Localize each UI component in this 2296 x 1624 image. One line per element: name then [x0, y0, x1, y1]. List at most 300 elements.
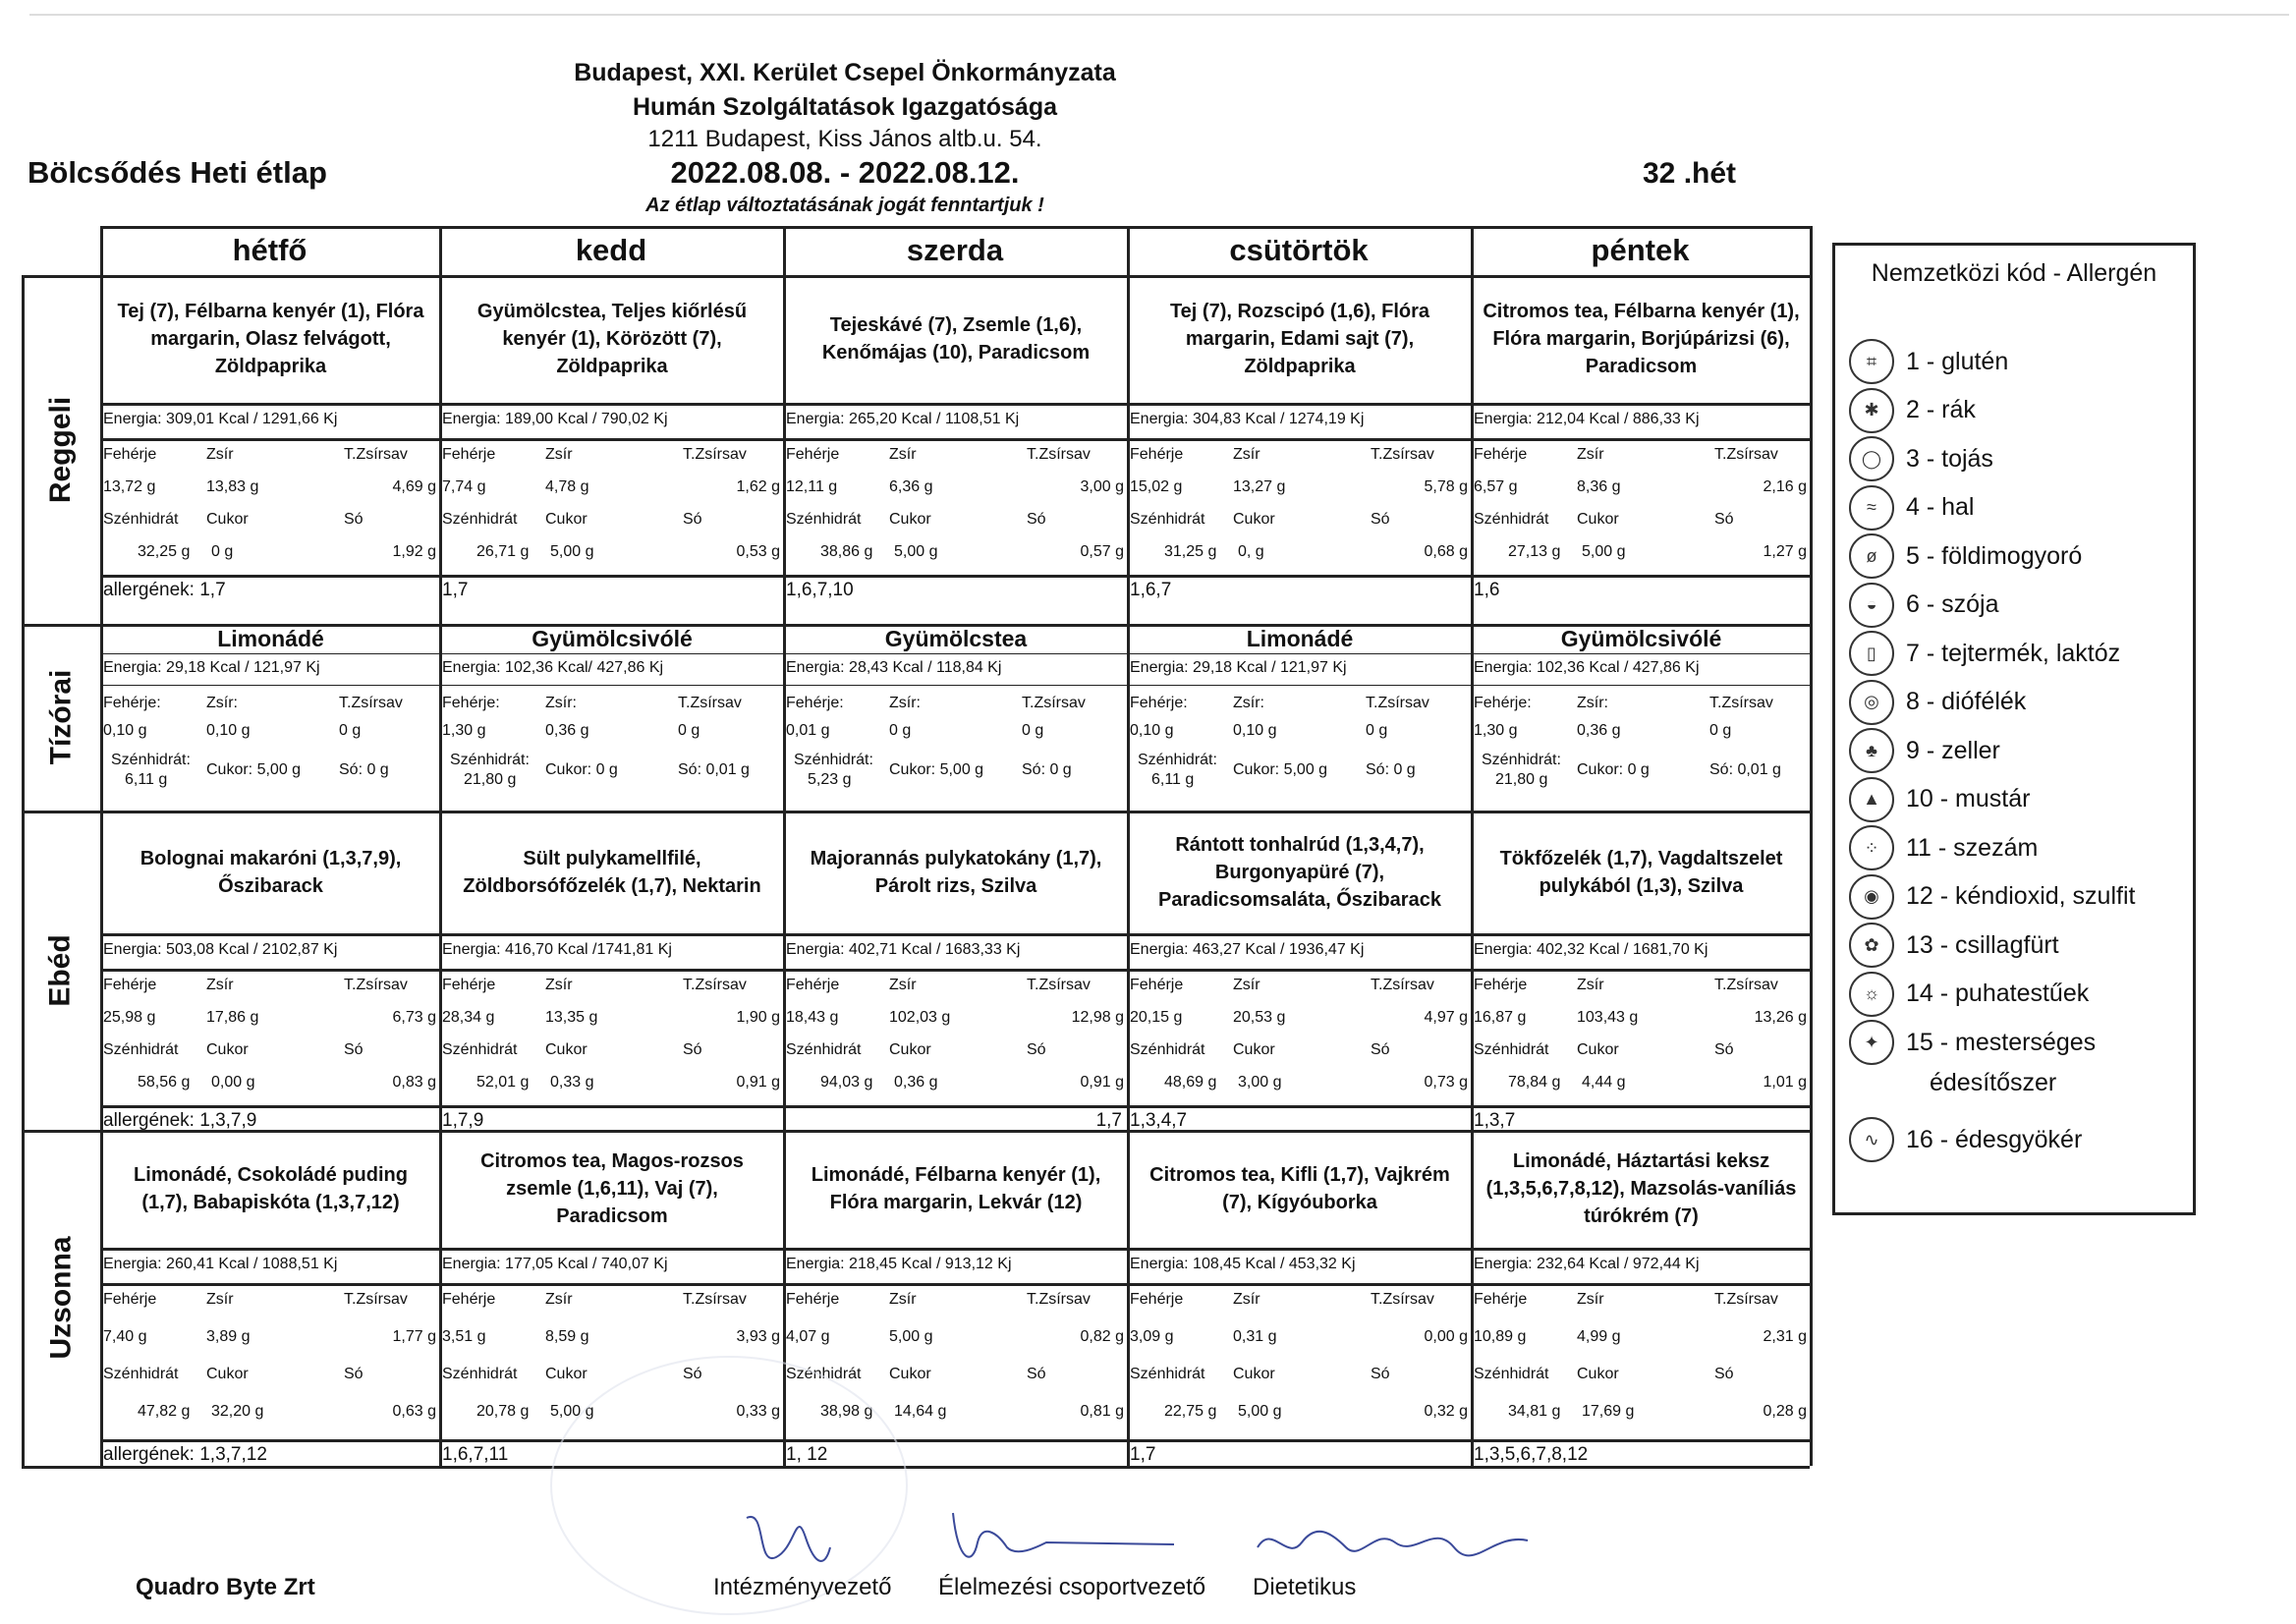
satfat-value: 0 g [1709, 722, 1732, 739]
sugar-value: 0,33 g [550, 1074, 594, 1091]
carb-value: 48,69 g [1164, 1074, 1217, 1091]
grid-hline [100, 1283, 439, 1286]
grid-hline [100, 685, 439, 686]
satfat-label: T.Zsírsav [344, 446, 408, 463]
satfat-label: T.Zsírsav [1714, 1291, 1778, 1308]
legend-item [1849, 436, 1993, 481]
fat-value: 0,36 g [1577, 722, 1621, 739]
carb-value: 94,03 g [820, 1074, 873, 1091]
grid-hline [22, 1466, 1810, 1469]
satfat-label: T.Zsírsav [1714, 977, 1778, 993]
protein-label: Fehérje [103, 977, 157, 993]
sugar-label: Cukor [206, 511, 249, 528]
salt-value: 1,01 g [1763, 1074, 1807, 1091]
allergen-list: 1,7 [442, 580, 469, 600]
mollusc-icon: ☼ [1849, 972, 1894, 1017]
protein-label: Fehérje [1130, 977, 1184, 993]
protein-value: 10,89 g [1474, 1328, 1527, 1345]
egg-icon: ◯ [1849, 436, 1894, 481]
meal-description: Limonádé, Csokoládé puding (1,7), Babapiskóta (1,3,7,12) [134, 1164, 408, 1213]
grid-hline [1127, 653, 1471, 654]
allergen-list: 1,6 [1474, 580, 1500, 600]
carb-label: Szénhidrát: [450, 752, 530, 768]
protein-label: Fehérje: [103, 695, 161, 711]
meal-description: Tejeskávé (7), Zsemle (1,6), Kenőmájas (10), Paradicsom [821, 314, 1091, 364]
sugar-value: Cukor: 0 g [1577, 761, 1650, 778]
grid-hline [1471, 438, 1810, 441]
sugar-label: Cukor [1233, 1366, 1275, 1382]
satfat-value: 0 g [1366, 722, 1388, 739]
legend-item [1849, 777, 2030, 822]
protein-value: 13,72 g [103, 478, 156, 495]
energy-value: Energia: 29,18 Kcal / 121,97 Kj [1130, 659, 1347, 676]
protein-value: 0,10 g [103, 722, 147, 739]
protein-value: 7,40 g [103, 1328, 147, 1345]
satfat-label: T.Zsírsav [678, 695, 742, 711]
sugar-label: Cukor [889, 511, 931, 528]
carb-value: 22,75 g [1164, 1403, 1217, 1420]
salt-value: 1,92 g [392, 543, 436, 560]
protein-label: Fehérje [442, 977, 496, 993]
meal-description: Tökfőzelék (1,7), Vagdaltszelet pulykából (1,3), Szilva [1499, 847, 1783, 897]
carb-value: 21,80 g [464, 771, 517, 788]
sugar-label: Cukor [545, 511, 588, 528]
carb-value: 31,25 g [1164, 543, 1217, 560]
salt-label: Só [683, 1366, 702, 1382]
section-label [22, 811, 100, 1130]
header-address: 1211 Budapest, Kiss János altb.u. 54. [647, 126, 1042, 152]
grid-hline [439, 653, 783, 654]
allergen-list: 1,3,4,7 [1130, 1110, 1188, 1131]
snack-drink: Gyümölcstea [884, 625, 1028, 651]
salt-value: 0,83 g [392, 1074, 436, 1091]
satfat-label: T.Zsírsav [683, 446, 747, 463]
sugar-value: 3,00 g [1238, 1074, 1282, 1091]
salt-value: 0,63 g [392, 1403, 436, 1420]
grid-hline [783, 1248, 1127, 1251]
sugar-label: Cukor [1577, 1366, 1619, 1382]
satfat-label: T.Zsírsav [1709, 695, 1773, 711]
satfat-label: T.Zsírsav [1371, 1291, 1434, 1308]
legend-item-label: 3 - tojás [1906, 444, 1993, 473]
fat-label: Zsír [1233, 977, 1260, 993]
satfat-label: T.Zsírsav [339, 695, 403, 711]
energy-value: Energia: 218,45 Kcal / 913,12 Kj [786, 1256, 1012, 1272]
energy-value: Energia: 28,43 Kcal / 118,84 Kj [786, 659, 1002, 676]
fat-label: Zsír [889, 446, 917, 463]
legend-item [1849, 825, 2038, 870]
legend-item [1849, 485, 1974, 531]
grid-hline [439, 403, 783, 406]
satfat-value: 2,16 g [1763, 478, 1807, 495]
protein-label: Fehérje [786, 1291, 840, 1308]
grid-hline [1471, 685, 1810, 686]
section-label [22, 275, 100, 624]
sugar-value: 5,00 g [894, 543, 938, 560]
grid-hline [100, 1105, 439, 1108]
week-number: 32 .hét [1643, 157, 1737, 190]
fat-label: Zsír: [1577, 695, 1608, 711]
snack-drink: Limonádé [217, 625, 324, 651]
header-note: Az étlap változtatásának jogát fenntartjuk ! [645, 195, 1044, 216]
grid-hline [439, 1105, 783, 1108]
protein-label: Fehérje: [442, 695, 500, 711]
grid-hline [439, 933, 783, 936]
snack-drink: Gyümölcsivólé [532, 625, 693, 651]
satfat-value: 6,73 g [392, 1009, 436, 1026]
grid-hline [1127, 1439, 1471, 1442]
sugar-label: Cukor [1233, 511, 1275, 528]
legend-item-label: 6 - szója [1906, 590, 1999, 618]
carb-label: Szénhidrát [1474, 1366, 1549, 1382]
grid-hline [1471, 403, 1810, 406]
grid-hline [439, 575, 783, 578]
sugar-label: Cukor [889, 1041, 931, 1058]
sugar-value: 4,44 g [1582, 1074, 1626, 1091]
meal-description: Limonádé, Félbarna kenyér (1), Flóra margarin, Lekvár (12) [811, 1164, 1101, 1213]
footer-company: Quadro Byte Zrt [136, 1574, 315, 1600]
protein-label: Fehérje [786, 446, 840, 463]
licorice-icon: ∿ [1849, 1117, 1894, 1162]
legend-item-label: 13 - csillagfürt [1906, 930, 2059, 959]
protein-value: 3,09 g [1130, 1328, 1174, 1345]
salt-label: Só [1027, 1041, 1046, 1058]
legend-item [1849, 680, 2026, 725]
salt-label: Só [1371, 1366, 1390, 1382]
sugar-value: Cukor: 0 g [545, 761, 618, 778]
grid-hline [439, 969, 783, 972]
sulfite-icon: ◉ [1849, 874, 1894, 920]
fat-value: 8,36 g [1577, 478, 1621, 495]
satfat-label: T.Zsírsav [344, 1291, 408, 1308]
section-label [22, 624, 100, 811]
carb-label: Szénhidrát: [111, 752, 191, 768]
protein-label: Fehérje [1130, 1291, 1184, 1308]
satfat-value: 0,00 g [1424, 1328, 1468, 1345]
carb-label: Szénhidrát [103, 511, 179, 528]
fat-value: 0 g [889, 722, 912, 739]
carb-value: 21,80 g [1495, 771, 1548, 788]
sugar-value: 14,64 g [894, 1403, 947, 1420]
grid-hline [439, 685, 783, 686]
satfat-label: T.Zsírsav [1714, 446, 1778, 463]
fat-label: Zsír [545, 1291, 573, 1308]
fish-icon: ≈ [1849, 485, 1894, 531]
carb-value: 32,25 g [138, 543, 191, 560]
protein-value: 1,30 g [1474, 722, 1518, 739]
protein-value: 0,01 g [786, 722, 830, 739]
meal-description: Bolognai makaróni (1,3,7,9), Őszibarack [140, 847, 402, 897]
mustard-icon: ▲ [1849, 777, 1894, 822]
fat-label: Zsír [206, 1291, 234, 1308]
grid-hline [439, 438, 783, 441]
meal-description: Citromos tea, Félbarna kenyér (1), Flóra margarin, Borjúpárizsi (6), Paradicsom [1483, 301, 1800, 377]
carb-label: Szénhidrát [1130, 511, 1205, 528]
salt-label: Só [1714, 511, 1734, 528]
legend-item-label: 16 - édesgyökér [1906, 1125, 2083, 1153]
allergen-list: 1,6,7 [1130, 580, 1172, 600]
grid-hline [1127, 438, 1471, 441]
salt-value: 0,81 g [1080, 1403, 1124, 1420]
satfat-value: 13,26 g [1754, 1009, 1807, 1026]
grid-hline [1471, 933, 1810, 936]
legend-item-label: 2 - rák [1906, 396, 1976, 423]
day-header: szerda [906, 233, 1004, 267]
grid-hline [783, 1105, 1127, 1108]
satfat-value: 0,82 g [1080, 1328, 1124, 1345]
grid-hline [100, 403, 439, 406]
fat-label: Zsír [1577, 1291, 1604, 1308]
carb-value: 38,86 g [820, 543, 873, 560]
grid-hline [1127, 1105, 1471, 1108]
fat-label: Zsír [206, 446, 234, 463]
signature-dietitian [1248, 1513, 1533, 1572]
carb-value: 20,78 g [476, 1403, 530, 1420]
grid-hline [1127, 685, 1471, 686]
day-header: péntek [1591, 233, 1690, 267]
satfat-value: 0 g [1022, 722, 1044, 739]
meal-description: Gyümölcstea, Teljes kiőrlésű kenyér (1), Körözött (7), Zöldpaprika [476, 301, 748, 377]
sugar-label: Cukor [206, 1366, 249, 1382]
sesame-icon: ⁘ [1849, 825, 1894, 870]
salt-label: Só [344, 511, 364, 528]
grid-hline [1471, 1283, 1810, 1286]
peanut-icon: ø [1849, 533, 1894, 579]
header-date-range: 2022.08.08. - 2022.08.12. [670, 155, 1020, 190]
legend-item [1849, 339, 2008, 384]
grid-hline [783, 575, 1127, 578]
fat-value: 4,78 g [545, 478, 589, 495]
section-label [22, 1130, 100, 1466]
sugar-value: Cukor: 5,00 g [889, 761, 984, 778]
grid-hline [1127, 575, 1471, 578]
salt-value: 0,68 g [1424, 543, 1468, 560]
snack-drink: Limonádé [1246, 625, 1354, 651]
protein-label: Fehérje: [1130, 695, 1188, 711]
satfat-value: 3,00 g [1080, 478, 1124, 495]
carb-value: 47,82 g [138, 1403, 191, 1420]
grid-hline [783, 933, 1127, 936]
satfat-value: 3,93 g [736, 1328, 780, 1345]
energy-value: Energia: 304,83 Kcal / 1274,19 Kj [1130, 411, 1365, 427]
allergen-legend [1832, 243, 2196, 1215]
protein-value: 25,98 g [103, 1009, 156, 1026]
salt-value: Só: 0 g [1022, 761, 1072, 778]
fat-label: Zsír [1577, 446, 1604, 463]
grid-hline [439, 1283, 783, 1286]
energy-value: Energia: 260,41 Kcal / 1088,51 Kj [103, 1256, 338, 1272]
day-header: csütörtök [1229, 233, 1369, 267]
footer-role-dietitian: Dietetikus [1253, 1574, 1357, 1600]
satfat-label: T.Zsírsav [1022, 695, 1086, 711]
footer-role-director: Intézményvezető [713, 1574, 892, 1600]
allergen-list: allergének: 1,3,7,12 [103, 1444, 267, 1465]
carb-label: Szénhidrát [786, 1366, 862, 1382]
grid-hline [1127, 969, 1471, 972]
menu-table [22, 226, 1810, 1464]
allergen-list: 1,3,7 [1474, 1110, 1516, 1131]
grid-hline [783, 403, 1127, 406]
fat-value: 4,99 g [1577, 1328, 1621, 1345]
salt-label: Só [683, 511, 702, 528]
grid-hline [100, 653, 439, 654]
grid-hline [1471, 1439, 1810, 1442]
grid-hline [100, 1248, 439, 1251]
protein-value: 6,57 g [1474, 478, 1518, 495]
carb-label: Szénhidrát [1130, 1041, 1205, 1058]
legend-item-label: 14 - puhatestűek [1906, 980, 2090, 1007]
sugar-label: Cukor [1577, 1041, 1619, 1058]
energy-value: Energia: 177,05 Kcal / 740,07 Kj [442, 1256, 668, 1272]
top-rule [29, 14, 2289, 16]
carb-value: 34,81 g [1508, 1403, 1561, 1420]
protein-label: Fehérje [1474, 1291, 1528, 1308]
fat-value: 13,83 g [206, 478, 259, 495]
energy-value: Energia: 503,08 Kcal / 2102,87 Kj [103, 941, 338, 958]
allergen-list: 1,7 [1095, 1110, 1122, 1131]
energy-value: Energia: 29,18 Kcal / 121,97 Kj [103, 659, 320, 676]
protein-value: 4,07 g [786, 1328, 830, 1345]
sugar-value: 5,00 g [550, 1403, 594, 1420]
protein-value: 3,51 g [442, 1328, 486, 1345]
fat-value: 8,59 g [545, 1328, 589, 1345]
satfat-value: 0 g [339, 722, 362, 739]
section-label-text: Tízórai [44, 669, 77, 765]
nut-icon: ◎ [1849, 680, 1894, 725]
fat-value: 6,36 g [889, 478, 933, 495]
fat-value: 13,35 g [545, 1009, 598, 1026]
protein-value: 0,10 g [1130, 722, 1174, 739]
sugar-value: 0,00 g [211, 1074, 255, 1091]
protein-value: 20,15 g [1130, 1009, 1183, 1026]
section-label-text: Uzsonna [44, 1236, 78, 1360]
grid-hline [1127, 933, 1471, 936]
energy-value: Energia: 102,36 Kcal/ 427,86 Kj [442, 659, 664, 676]
day-header: hétfő [232, 233, 308, 267]
satfat-label: T.Zsírsav [1371, 977, 1434, 993]
sugar-label: Cukor [1577, 511, 1619, 528]
lupin-icon: ✿ [1849, 923, 1894, 968]
fat-value: 17,86 g [206, 1009, 259, 1026]
grid-hline [100, 1439, 439, 1442]
carb-label: Szénhidrát [442, 1366, 518, 1382]
salt-label: Só [1027, 1366, 1046, 1382]
satfat-label: T.Zsírsav [683, 1291, 747, 1308]
grid-hline [1471, 1248, 1810, 1251]
legend-item-label: 7 - tejtermék, laktóz [1906, 639, 2121, 667]
fat-value: 0,10 g [1233, 722, 1277, 739]
energy-value: Energia: 189,00 Kcal / 790,02 Kj [442, 411, 668, 427]
satfat-value: 1,77 g [392, 1328, 436, 1345]
fat-label: Zsír: [889, 695, 921, 711]
energy-value: Energia: 402,32 Kcal / 1681,70 Kj [1474, 941, 1708, 958]
fat-label: Zsír [1233, 1291, 1260, 1308]
sugar-label: Cukor [545, 1041, 588, 1058]
protein-value: 7,74 g [442, 478, 486, 495]
satfat-value: 0 g [678, 722, 700, 739]
salt-value: 0,32 g [1424, 1403, 1468, 1420]
meal-description: Limonádé, Háztartási keksz (1,3,5,6,7,8,12), Mazsolás-vaníliás túrókrém (7) [1485, 1150, 1797, 1227]
allergen-list: allergének: 1,7 [103, 580, 226, 600]
legend-item [1849, 1117, 2082, 1162]
legend-item [1849, 533, 2082, 579]
legend-item [1849, 631, 2120, 676]
salt-value: Só: 0,01 g [1709, 761, 1781, 778]
allergen-list: 1,7,9 [442, 1110, 484, 1131]
grid-hline [783, 685, 1127, 686]
meal-description: Rántott tonhalrúd (1,3,4,7), Burgonyapüré (7), Paradicsomsaláta, Őszibarack [1158, 833, 1441, 911]
salt-value: Só: 0,01 g [678, 761, 750, 778]
legend-item [1849, 972, 2089, 1017]
legend-item-label: 8 - diófélék [1906, 688, 2027, 715]
legend-title: Nemzetközi kód - Allergén [1871, 259, 2157, 287]
sugar-value: 0, g [1238, 543, 1264, 560]
energy-value: Energia: 212,04 Kcal / 886,33 Kj [1474, 411, 1700, 427]
grid-hline [783, 653, 1127, 654]
meal-description: Sült pulykamellfilé, Zöldborsófőzelék (1,7), Nektarin [463, 847, 761, 897]
carb-label: Szénhidrát: [794, 752, 873, 768]
fat-label: Zsír [545, 977, 573, 993]
protein-label: Fehérje [103, 1291, 157, 1308]
satfat-value: 4,69 g [392, 478, 436, 495]
sugar-label: Cukor [889, 1366, 931, 1382]
fat-label: Zsír [889, 977, 917, 993]
salt-value: 1,27 g [1763, 543, 1807, 560]
grid-vline [1810, 226, 1813, 1466]
grid-hline [783, 1283, 1127, 1286]
legend-item [1849, 874, 2135, 920]
carb-label: Szénhidrát: [1138, 752, 1217, 768]
grid-hline [783, 438, 1127, 441]
legend-item [1849, 923, 2059, 968]
carb-value: 38,98 g [820, 1403, 873, 1420]
carb-value: 6,11 g [125, 771, 168, 788]
grid-hline [1471, 969, 1810, 972]
satfat-label: T.Zsírsav [1027, 1291, 1091, 1308]
fat-value: 13,27 g [1233, 478, 1286, 495]
protein-label: Fehérje [442, 446, 496, 463]
legend-item-label: 1 - glutén [1906, 347, 2009, 375]
legend-item-label: 15 - mesterséges [1906, 1028, 2097, 1056]
carb-label: Szénhidrát [786, 511, 862, 528]
salt-label: Só [1714, 1366, 1734, 1382]
protein-value: 12,11 g [786, 478, 838, 495]
grid-hline [1127, 1248, 1471, 1251]
celery-icon: ♣ [1849, 728, 1894, 773]
satfat-value: 4,97 g [1424, 1009, 1468, 1026]
fat-label: Zsír [889, 1291, 917, 1308]
salt-label: Só [683, 1041, 702, 1058]
protein-value: 1,30 g [442, 722, 486, 739]
carb-value: 6,11 g [1151, 771, 1195, 788]
protein-label: Fehérje: [786, 695, 844, 711]
carb-label: Szénhidrát [442, 511, 518, 528]
grid-hline [100, 969, 439, 972]
salt-label: Só [1371, 1041, 1390, 1058]
salt-label: Só [344, 1041, 364, 1058]
sugar-value: 0 g [211, 543, 234, 560]
fat-label: Zsír [545, 446, 573, 463]
energy-value: Energia: 463,27 Kcal / 1936,47 Kj [1130, 941, 1365, 958]
salt-value: 0,53 g [736, 543, 780, 560]
protein-value: 15,02 g [1130, 478, 1183, 495]
legend-item-label: édesítőszer [1930, 1068, 2057, 1096]
satfat-label: T.Zsírsav [683, 977, 747, 993]
allergen-list: allergének: 1,3,7,9 [103, 1110, 257, 1131]
satfat-value: 5,78 g [1424, 478, 1468, 495]
salt-value: 0,73 g [1424, 1074, 1468, 1091]
meal-description: Tej (7), Rozscipó (1,6), Flóra margarin, Edami sajt (7), Zöldpaprika [1169, 301, 1430, 377]
